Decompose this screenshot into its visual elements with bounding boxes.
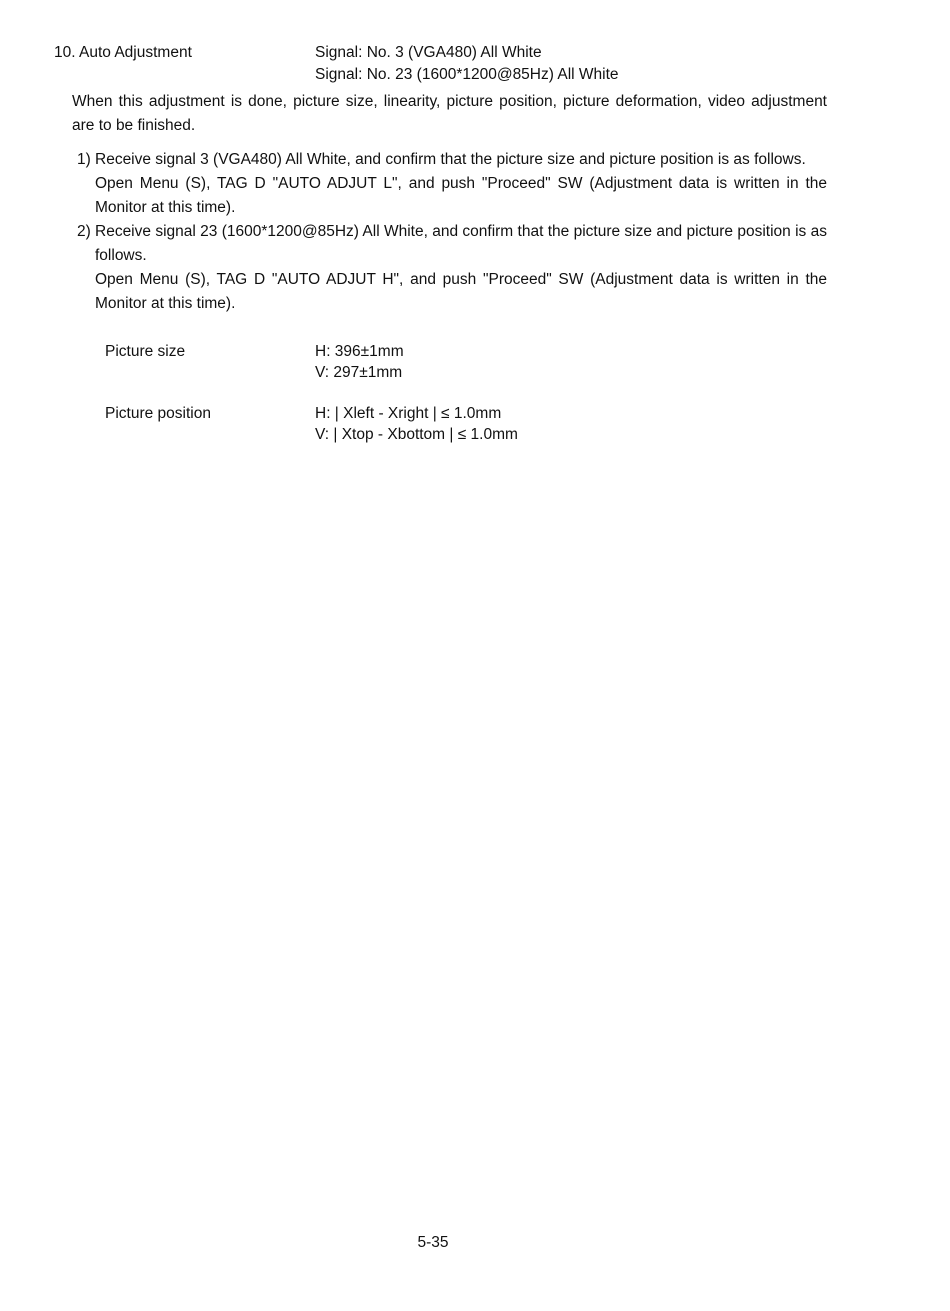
- signal-line-2: Signal: No. 23 (1600*1200@85Hz) All White: [315, 66, 619, 83]
- step-2-text: Receive signal 23 (1600*1200@85Hz) All White, and confirm that the picture size and picture position is as follows.: [95, 223, 827, 264]
- step-2: [77, 220, 827, 316]
- picture-position-v: V: | Xtop - Xbottom | ≤ 1.0mm: [315, 426, 518, 443]
- section-title: 10. Auto Adjustment: [54, 44, 192, 61]
- step-2-action: Open Menu (S), TAG D "AUTO ADJUT H", and push "Proceed" SW (Adjustment data is written in the Monitor at this time).: [95, 271, 827, 312]
- picture-position-h: H: | Xleft - Xright | ≤ 1.0mm: [315, 405, 502, 422]
- picture-size-label: Picture size: [105, 343, 186, 360]
- picture-size-h: H: 396±1mm: [315, 343, 404, 360]
- step-1-action: Open Menu (S), TAG D "AUTO ADJUT L", and push "Proceed" SW (Adjustment data is written in the Monitor at this time).: [95, 175, 827, 216]
- picture-size-v: V: 297±1mm: [315, 364, 403, 381]
- step-1-number: 1): [77, 151, 91, 168]
- step-2-number: 2): [77, 223, 91, 240]
- step-1: [77, 148, 827, 220]
- intro-paragraph: When this adjustment is done, picture size, linearity, picture position, picture deformation, video adjustment are to be finished.: [72, 93, 827, 134]
- picture-position-label: Picture position: [105, 405, 211, 422]
- page-number: 5-35: [417, 1234, 449, 1251]
- step-1-text: Receive signal 3 (VGA480) All White, and confirm that the picture size and picture position is as follows.: [95, 151, 806, 168]
- signal-line-1: Signal: No. 3 (VGA480) All White: [315, 44, 542, 61]
